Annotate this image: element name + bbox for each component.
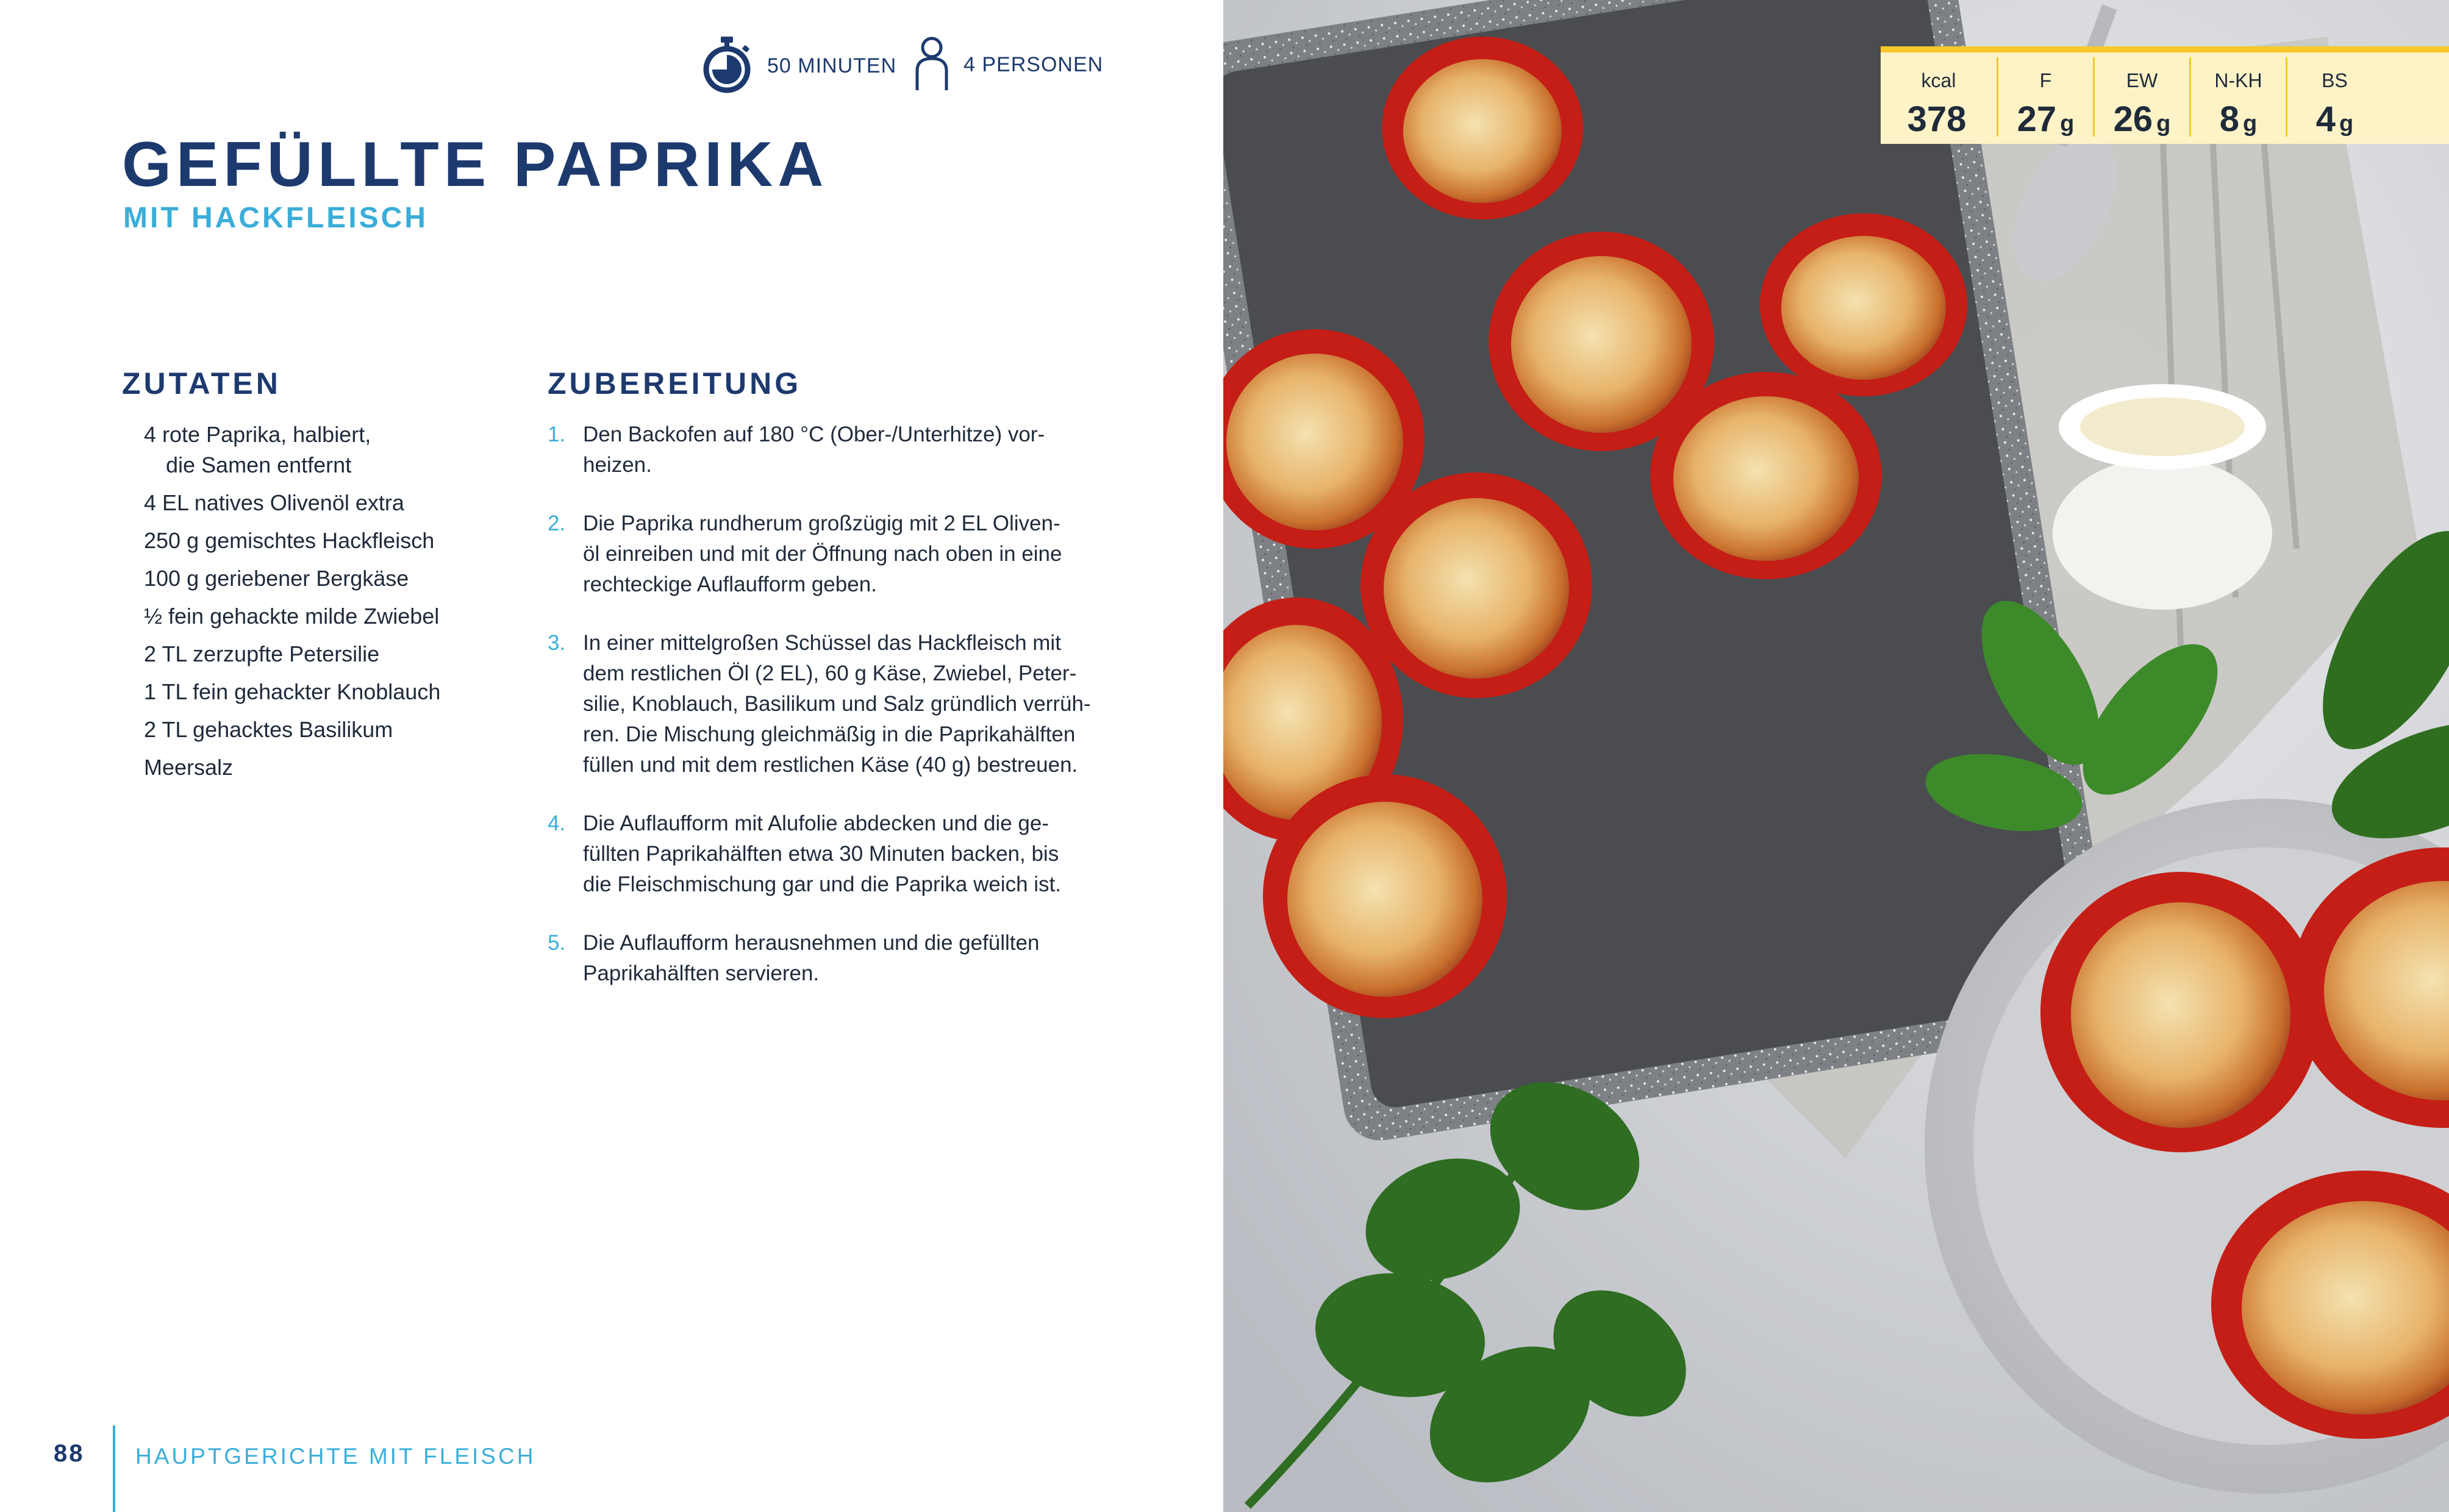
ingredients-heading: ZUTATEN <box>122 366 281 401</box>
preparation-heading: ZUBEREITUNG <box>548 366 802 401</box>
nutrition-fat <box>1998 52 2093 144</box>
prep-time <box>700 35 896 97</box>
ingredient-item <box>144 639 485 669</box>
step-text-line: Die Paprika rundherum großzügig mit 2 EL Oliven- <box>583 512 1060 535</box>
step-text-line: rechteckige Auflaufform geben. <box>583 572 877 596</box>
preparation-step <box>548 808 1115 900</box>
step-text-line: die Fleischmischung gar und die Paprika weich ist. <box>583 872 1061 896</box>
step-number: 4. <box>548 811 566 835</box>
nutrition-net-carbs <box>2191 52 2286 144</box>
servings <box>913 35 1103 94</box>
step-number: 3. <box>548 631 566 655</box>
nutrition-label: F <box>2039 70 2052 91</box>
ingredient-item <box>144 752 485 783</box>
ingredient-text: 2 TL gehacktes Basilikum <box>144 717 393 742</box>
preparation-step <box>548 419 1115 480</box>
ingredient-text: 1 TL fein gehackter Knoblauch <box>144 679 441 704</box>
ingredient-text: ½ fein gehackte milde Zwiebel <box>144 604 440 629</box>
nutrition-label: EW <box>2126 70 2158 91</box>
preparation-step <box>548 508 1115 600</box>
step-number: 2. <box>548 512 566 535</box>
ingredient-item <box>144 526 485 556</box>
step-text-line: Die Auflaufform mit Alufolie abdecken und die ge- <box>583 811 1049 835</box>
recipe-page <box>0 0 1223 1512</box>
ingredient-text: Meersalz <box>144 755 234 780</box>
page-number: 88 <box>54 1440 85 1467</box>
ingredient-item <box>144 563 485 594</box>
step-text-line: Die Auflaufform herausnehmen und die gefüllten <box>583 931 1040 955</box>
ingredient-text: 2 TL zerzupfte Petersilie <box>144 641 380 666</box>
nutrition-value: 27 g <box>2017 99 2075 139</box>
nutrition-accent-bar <box>1881 46 2449 52</box>
nutrition-label: N-KH <box>2214 70 2262 91</box>
step-text-line: ren. Die Mischung gleichmäßig in die Paprikahälften <box>583 722 1076 746</box>
preparation-step <box>548 628 1115 780</box>
ingredient-text-continued: die Samen entfernt <box>166 452 352 477</box>
ingredient-item <box>144 715 485 745</box>
step-text-line: In einer mittelgroßen Schüssel das Hackfleisch mit <box>583 631 1061 655</box>
nutrition-value: 8 g <box>2219 99 2258 139</box>
ingredient-item <box>144 419 485 480</box>
ingredient-text: 4 EL natives Olivenöl extra <box>144 490 404 515</box>
nutrition-value: 4 g <box>2315 99 2354 139</box>
step-text-line: Paprikahälften servieren. <box>583 961 820 985</box>
chapter-label: HAUPTGERICHTE MIT FLEISCH <box>135 1444 536 1469</box>
step-text-line: füllten Paprikahälften etwa 30 Minuten backen, bis <box>583 842 1059 866</box>
step-text-line: Den Backofen auf 180 °C (Ober-/Unterhitze) vor- <box>583 423 1045 446</box>
recipe-photo <box>1223 0 2449 1512</box>
step-text-line: heizen. <box>583 453 652 477</box>
step-text-line: füllen und mit dem restlichen Käse (40 g) bestreuen. <box>583 753 1078 777</box>
preparation-step <box>548 928 1115 989</box>
step-number: 5. <box>548 931 566 955</box>
step-text-line: öl einreiben und mit der Öffnung nach oben in eine <box>583 542 1062 566</box>
person-icon <box>913 35 950 94</box>
nutrition-label: kcal <box>1921 70 1956 91</box>
servings-label: 4 PERSONEN <box>964 53 1104 76</box>
nutrition-label: BS <box>2322 70 2348 91</box>
ingredient-item <box>144 677 485 707</box>
nutrition-box <box>1881 46 2449 144</box>
recipe-subtitle: MIT HACKFLEISCH <box>123 202 428 234</box>
ingredient-text: 250 g gemischtes Hackfleisch <box>144 528 435 553</box>
ingredient-text: 100 g geriebener Bergkäse <box>144 566 409 591</box>
step-number: 1. <box>548 423 566 446</box>
nutrition-bs <box>2287 52 2382 144</box>
footer-divider <box>113 1425 115 1512</box>
nutrition-protein <box>2095 52 2189 144</box>
step-text-line: silie, Knoblauch, Basilikum und Salz gründlich verrüh- <box>583 692 1091 716</box>
nutrition-value: 378 <box>1907 99 1967 139</box>
ingredient-item <box>144 601 485 632</box>
stopwatch-icon <box>700 35 754 97</box>
prep-time-label: 50 MINUTEN <box>767 54 897 77</box>
nutrition-kcal <box>1881 52 1997 144</box>
step-text-line: dem restlichen Öl (2 EL), 60 g Käse, Zwiebel, Peter- <box>583 661 1077 685</box>
ingredient-item <box>144 488 485 518</box>
ingredient-text: 4 rote Paprika, halbiert, <box>144 422 371 447</box>
preparation-steps <box>548 419 1115 1017</box>
nutrition-value: 26 g <box>2113 99 2171 139</box>
ingredients-list <box>144 419 485 790</box>
recipe-title: GEFÜLLTE PAPRIKA <box>122 129 829 200</box>
